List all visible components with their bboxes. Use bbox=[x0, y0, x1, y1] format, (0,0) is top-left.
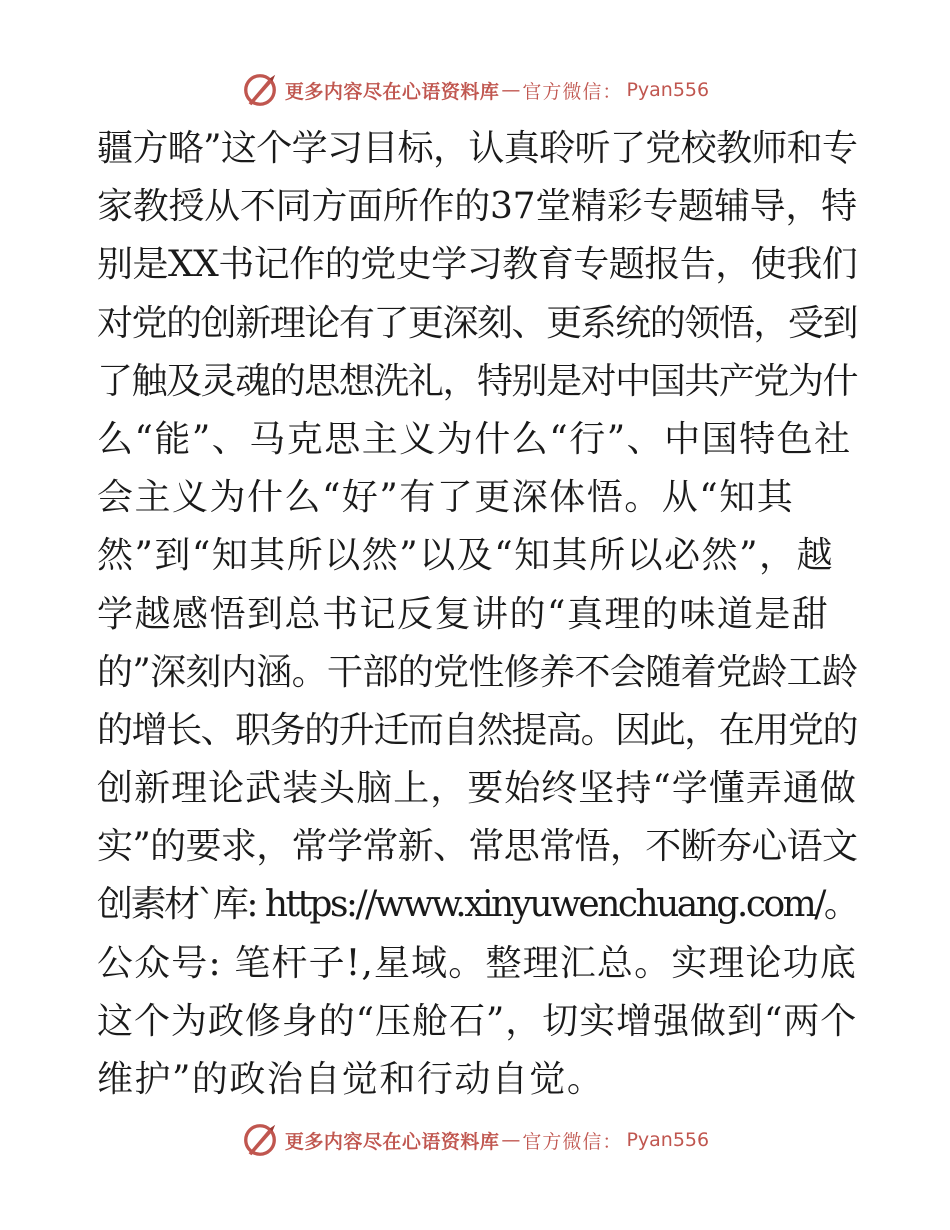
body-line: 维护”的政治自觉和行动自觉。 bbox=[97, 1059, 605, 1100]
footer-wechat-label: 官方微信： bbox=[522, 1130, 623, 1153]
footer-wechat-id: Pyan556 bbox=[626, 1129, 710, 1151]
header-brand-text: 更多内容尽在心语资料库 bbox=[284, 80, 500, 103]
body-line: 然”到“知其所以然”以及“知其所以必然”，越 bbox=[97, 535, 835, 577]
body-line: 别是XX书记作的党史学习教育专题报告，使我们 bbox=[97, 244, 858, 286]
body-line: 这个为政修身的“压舱石”，切实增强做到“两个 bbox=[97, 1000, 858, 1042]
body-line: 实”的要求，常学常新、常思常悟，不断夯心语文 bbox=[97, 826, 858, 868]
body-line: 的”深刻内涵。干部的党性修养不会随着党龄工龄 bbox=[97, 651, 858, 693]
body-line: 会主义为什么“好”有了更深体悟。从“知其 bbox=[97, 477, 795, 519]
header-banner bbox=[0, 70, 950, 110]
body-line: 么“能”、马克思主义为什么“行”、中国特色社 bbox=[97, 418, 852, 460]
body-line-url: 创素材`库: https://www.xinyuwenchuang.com/。 bbox=[97, 884, 858, 926]
body-line: 了触及灵魂的思想洗礼，特别是对中国共产党为什 bbox=[97, 360, 858, 402]
quill-pen-logo-icon bbox=[241, 71, 279, 109]
header-wechat-id: Pyan556 bbox=[626, 79, 710, 101]
header-separator: — bbox=[501, 79, 521, 101]
footer-separator: — bbox=[501, 1129, 521, 1151]
body-line: 的增长、职务的升迁而自然提高。因此，在用党的 bbox=[97, 709, 858, 751]
body-line: 学越感悟到总书记反复讲的“真理的味道是甜 bbox=[97, 593, 830, 635]
body-line: 家教授从不同方面所作的37堂精彩专题辅导，特 bbox=[97, 186, 857, 228]
header-wechat-label: 官方微信： bbox=[522, 80, 623, 103]
body-line: 对党的创新理论有了更深刻、更系统的领悟，受到 bbox=[97, 302, 858, 344]
quill-pen-logo-icon bbox=[241, 1121, 279, 1159]
footer-brand-text: 更多内容尽在心语资料库 bbox=[284, 1130, 500, 1153]
body-line: 公众号: 笔杆子!,星域。整理汇总。实理论功底 bbox=[97, 942, 857, 984]
footer-banner bbox=[0, 1120, 950, 1160]
body-line: 疆方略”这个学习目标，认真聆听了党校教师和专 bbox=[97, 128, 858, 169]
document-body bbox=[97, 120, 857, 1109]
body-line: 创新理论武装头脑上，要始终坚持“学懂弄通做 bbox=[97, 768, 857, 810]
